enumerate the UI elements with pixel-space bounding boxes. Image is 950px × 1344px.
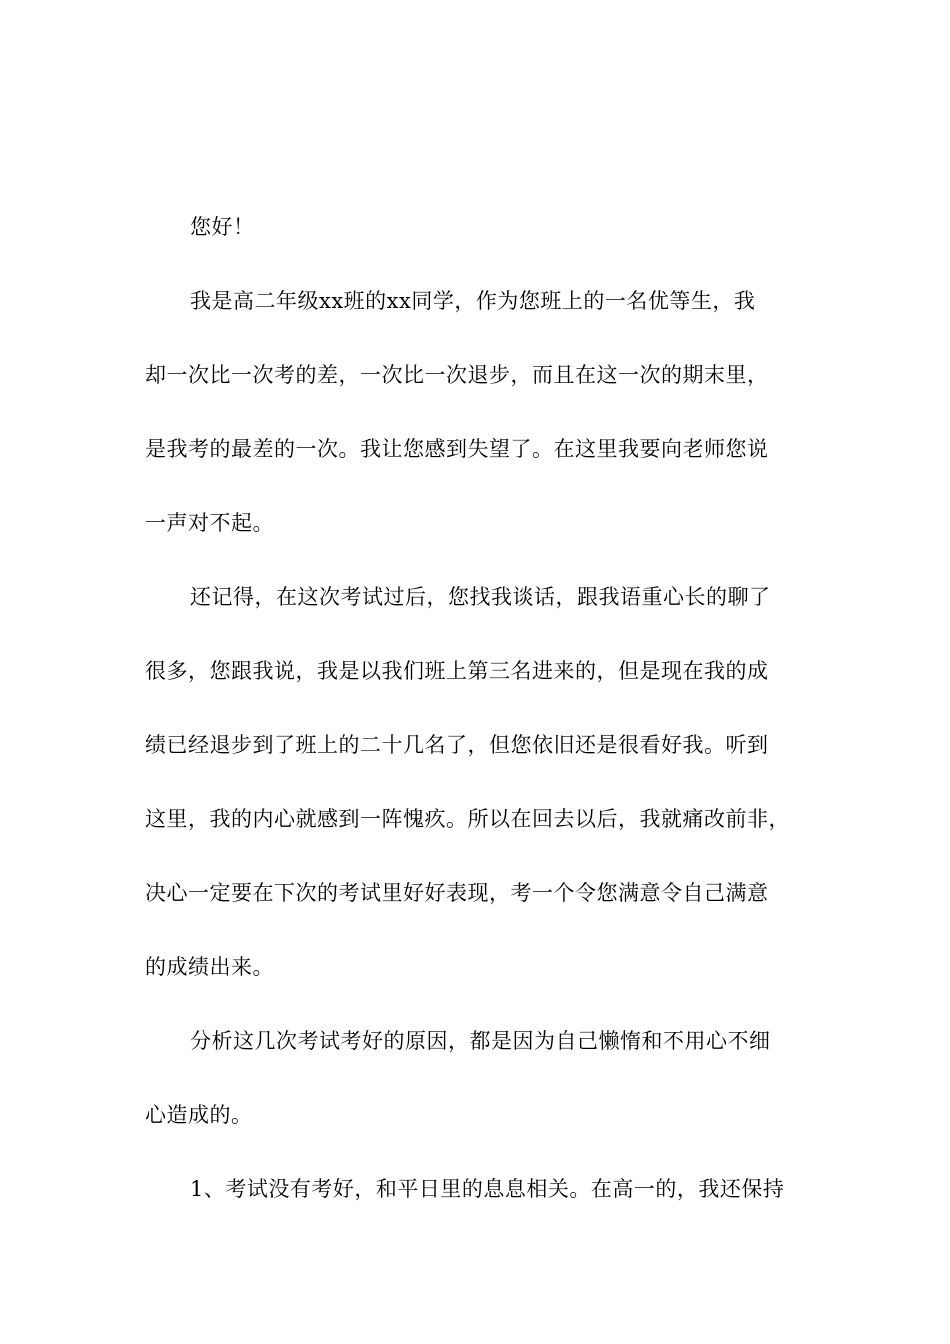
- paragraph-2-line-3: 绩已经退步到了班上的二十几名了，但您依旧还是很看好我。听到: [145, 733, 769, 757]
- paragraph-2-line-4: 这里，我的内心就感到一阵愧疚。所以在回去以后，我就痛改前非，: [145, 807, 790, 831]
- paragraph-4-line-1: 1、考试没有考好，和平日里的息息相关。在高一的，我还保持: [190, 1177, 785, 1201]
- paragraph-2-line-2: 很多，您跟我说，我是以我们班上第三名进来的，但是现在我的成: [145, 659, 769, 683]
- paragraph-1-line-2: 却一次比一次考的差，一次比一次退步，而且在这一次的期末里，: [145, 363, 769, 387]
- paragraph-1-line-4: 一声对不起。: [145, 511, 274, 535]
- greeting-line: 您好！: [190, 215, 255, 239]
- paragraph-1-line-3: 是我考的最差的一次。我让您感到失望了。在这里我要向老师您说: [145, 437, 769, 461]
- paragraph-2-line-5: 决心一定要在下次的考试里好好表现，考一个令您满意令自己满意: [145, 881, 769, 905]
- paragraph-2-line-1: 还记得，在这次考试过后，您找我谈话，跟我语重心长的聊了: [190, 585, 771, 609]
- paragraph-3-line-2: 心造成的。: [145, 1103, 253, 1127]
- paragraph-1-line-1: 我是高二年级xx班的xx同学，作为您班上的一名优等生，我: [190, 289, 756, 313]
- paragraph-3-line-1: 分析这几次考试考好的原因，都是因为自己懒惰和不用心不细: [190, 1029, 771, 1053]
- paragraph-2-line-6: 的成绩出来。: [145, 955, 274, 979]
